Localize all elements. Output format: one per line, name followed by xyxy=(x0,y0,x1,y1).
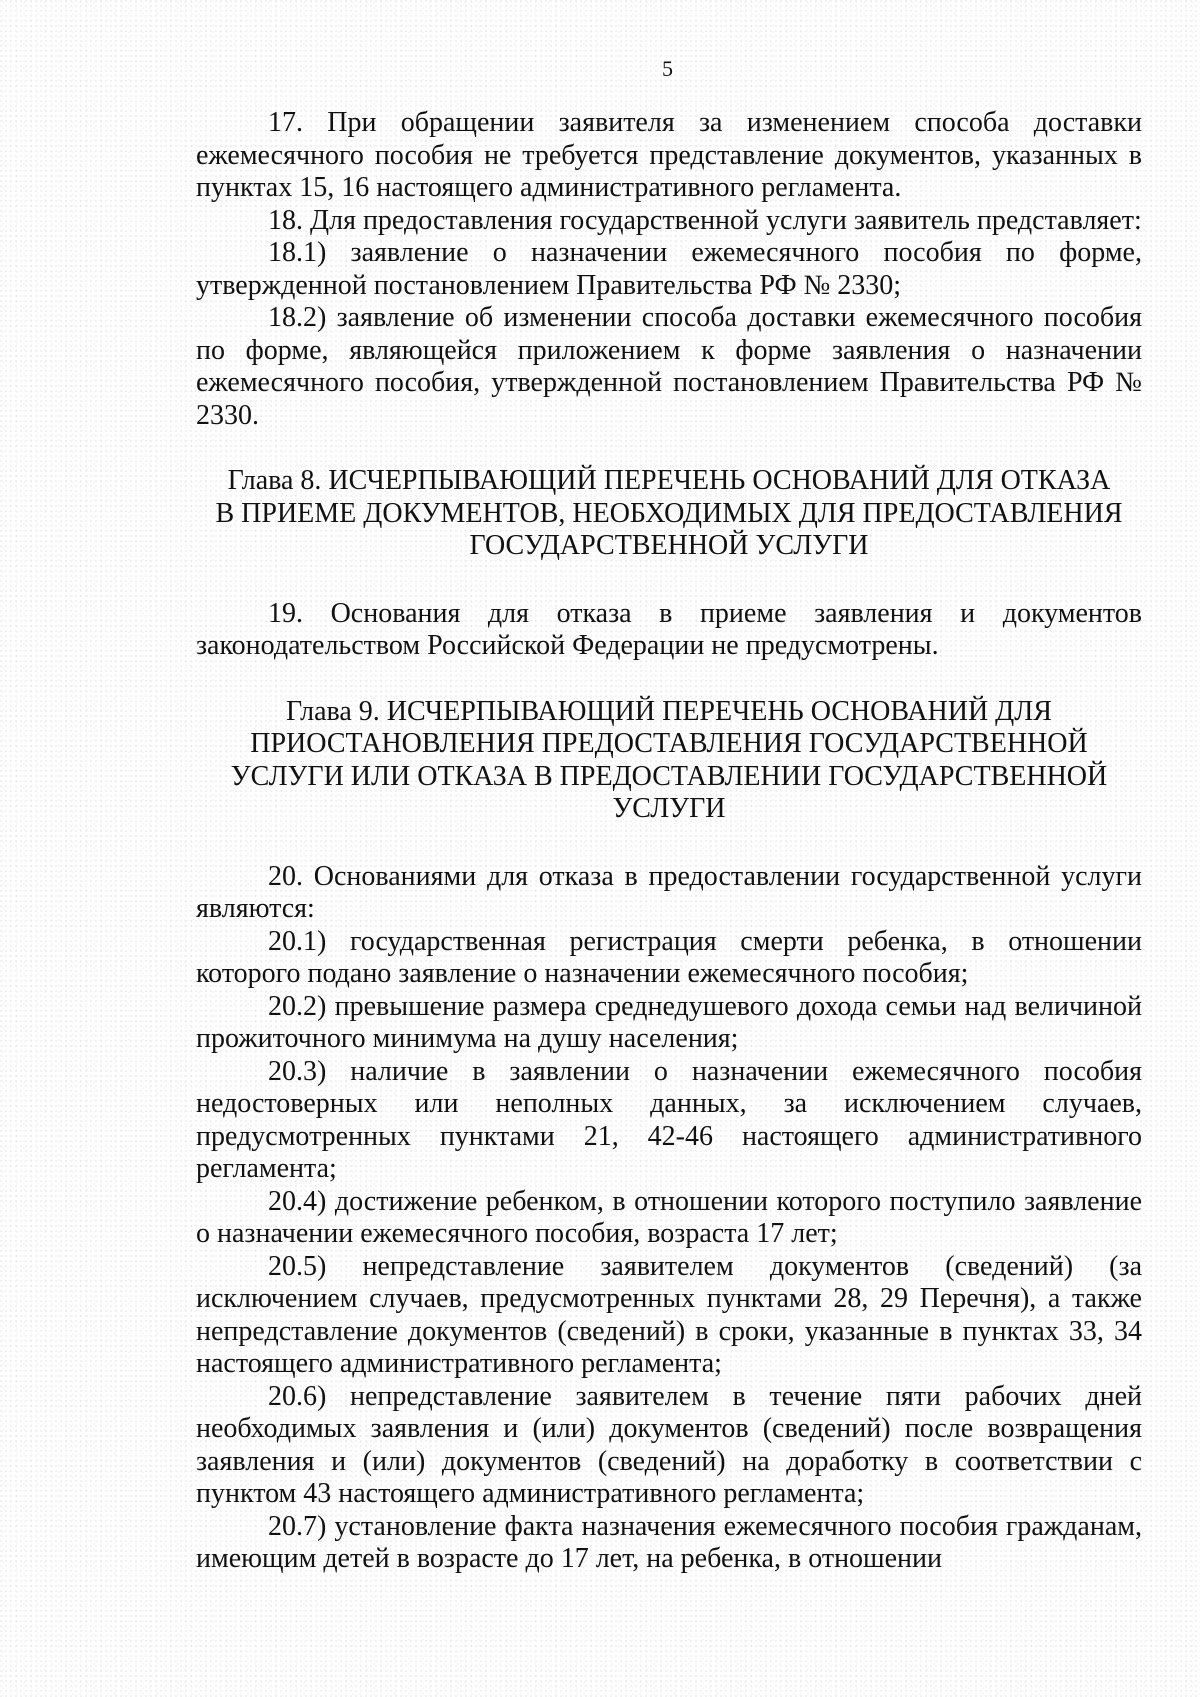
document-body xyxy=(196,107,1142,1576)
heading-line: УСЛУГИ ИЛИ ОТКАЗА В ПРЕДОСТАВЛЕНИИ ГОСУДАРСТВЕННОЙ xyxy=(230,760,1108,792)
heading-line: В ПРИЕМЕ ДОКУМЕНТОВ, НЕОБХОДИМЫХ ДЛЯ ПРЕДОСТАВЛЕНИЯ xyxy=(215,497,1123,529)
heading-line: УСЛУГИ xyxy=(612,793,726,824)
heading-line: Глава 9. ИСЧЕРПЫВАЮЩИЙ ПЕРЕЧЕНЬ ОСНОВАНИЙ ДЛЯ xyxy=(286,695,1052,727)
paragraph-17: 17. При обращении заявителя за изменением способа доставки ежемесячного пособия не требуется представление документов, указанных в пунктах 15, 16 настоящего административного регламента. xyxy=(196,107,1142,203)
heading-line: ГОСУДАРСТВЕННОЙ УСЛУГИ xyxy=(469,530,869,561)
paragraph-20-1: 20.1) государственная регистрация смерти ребенка, в отношении которого подано заявление о назначении ежемесячного пособия; xyxy=(196,925,1142,989)
paragraph-20-3: 20.3) наличие в заявлении о назначении ежемесячного пособия недостоверных или неполных данных, за исключением случаев, предусмотренных пунктами 21, 42-46 настоящего административного регламента; xyxy=(196,1055,1142,1184)
heading-line: ПРИОСТАНОВЛЕНИЯ ПРЕДОСТАВЛЕНИЯ ГОСУДАРСТВЕННОЙ xyxy=(250,728,1088,759)
paragraph-20: 20. Основаниями для отказа в предоставлении государственной услуги являются: xyxy=(196,860,1142,924)
paragraph-19: 19. Основания для отказа в приеме заявления и документов законодательством Российской Федерации не предусмотрены. xyxy=(196,597,1142,661)
paragraph-20-2: 20.2) превышение размера среднедушевого дохода семьи над величиной прожиточного минимума на душу населения; xyxy=(196,990,1142,1054)
chapter-9-heading xyxy=(196,696,1142,826)
paragraph-18: 18. Для предоставления государственной услуги заявитель представляет: xyxy=(268,204,1142,236)
paragraph-20-6: 20.6) непредставление заявителем в течение пяти рабочих дней необходимых заявления и (или) документов (сведений) после возвращения заявления и (или) документов (сведений) на доработку в соответствии с пунктом 43 настоящего административного регламента; xyxy=(196,1380,1142,1509)
paragraph-20-5: 20.5) непредставление заявителем документов (сведений) (за исключением случаев, предусмотренных пунктами 28, 29 Перечня), а также непредставление документов (сведений) в сроки, указанные в пунктах 33, 34 настоящего административного регламента; xyxy=(196,1250,1142,1379)
page-number: 5 xyxy=(662,56,673,81)
paragraph-20-4: 20.4) достижение ребенком, в отношении которого поступило заявление о назначении ежемесячного пособия, возраста 17 лет; xyxy=(196,1185,1142,1249)
paragraph-18-2: 18.2) заявление об изменении способа доставки ежемесячного пособия по форме, являющейся приложением к форме заявления о назначении ежемесячного пособия, утвержденной постановлением Правительства РФ № 2330. xyxy=(196,302,1142,431)
paragraph-20-7: 20.7) установление факта назначения ежемесячного пособия гражданам, имеющим детей в возрасте до 17 лет, на ребенка, в отношении xyxy=(196,1510,1142,1574)
paragraph-18-1: 18.1) заявление о назначении ежемесячного пособия по форме, утвержденной постановлением Правительства РФ № 2330; xyxy=(196,237,1142,301)
heading-line: Глава 8. ИСЧЕРПЫВАЮЩИЙ ПЕРЕЧЕНЬ ОСНОВАНИЙ ДЛЯ ОТКАЗА xyxy=(227,465,1111,496)
chapter-8-heading xyxy=(196,465,1142,563)
